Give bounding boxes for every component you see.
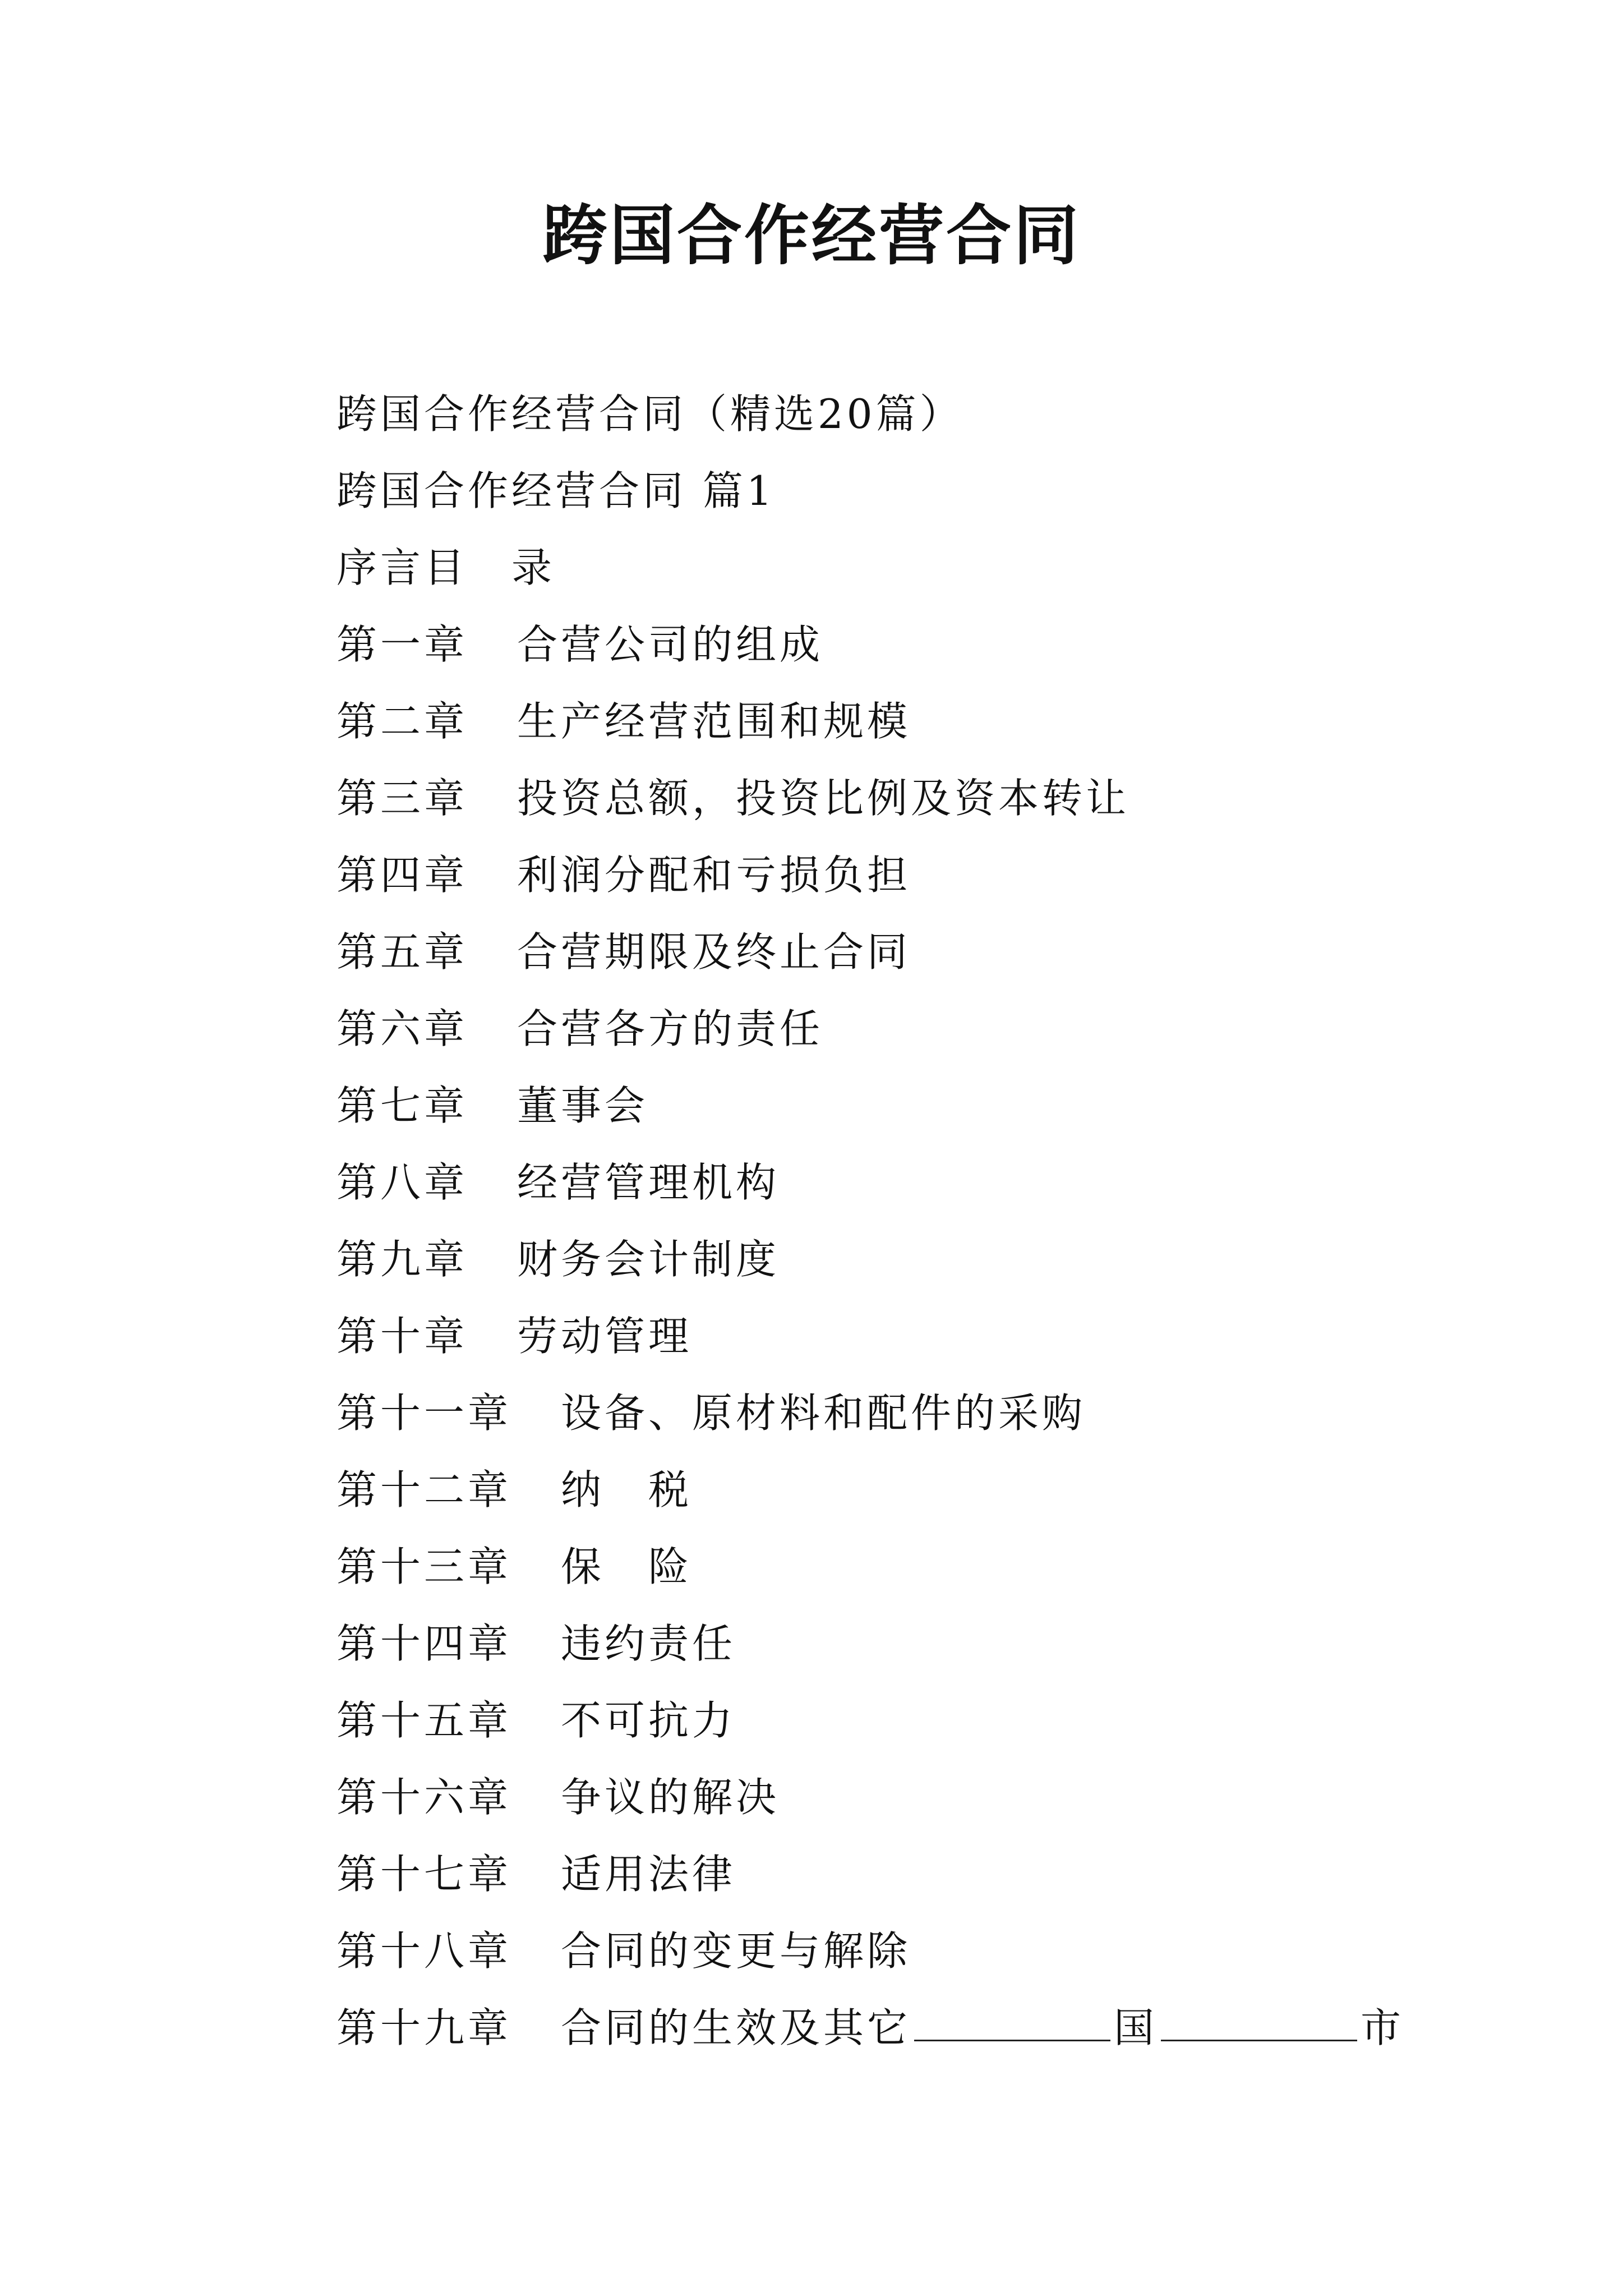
document-title: 跨国合作经营合同: [542, 197, 1081, 274]
chapter-number: 第六章: [336, 1005, 468, 1052]
toc-item: [336, 1221, 1525, 1298]
chapter-name: 合营期限及终止合同: [517, 928, 911, 976]
city-blank-field[interactable]: [1161, 1999, 1357, 2041]
chapter-name: 劳动管理: [517, 1313, 693, 1360]
chapter-name: 利润分配和亏损负担: [517, 852, 911, 899]
chapter-name: 适用法律: [561, 1851, 736, 1898]
preface-contents-heading: 序言目 录: [336, 544, 556, 591]
toc-item: [336, 606, 1525, 683]
chapter-name: 投资总额，投资比例及资本转让: [517, 775, 1130, 822]
chapter-name: 争议的解决: [561, 1774, 780, 1821]
chapter-name: 合营公司的组成: [517, 621, 824, 668]
chapter-number: 第十八章: [336, 1927, 512, 1975]
toc-item: [336, 837, 1525, 914]
toc-item: [336, 1298, 1525, 1375]
chapter-name: 董事会: [517, 1082, 649, 1129]
chapter-number: 第二章: [336, 698, 468, 745]
toc-item: [336, 1375, 1525, 1452]
chapter-name: 不可抗力: [561, 1697, 736, 1744]
toc-item: [336, 683, 1525, 760]
chapter-number: 第十二章: [336, 1466, 512, 1513]
chapter-name: 财务会计制度: [517, 1236, 780, 1283]
chapter-number: 第八章: [336, 1159, 468, 1206]
subtitle-line: 跨国合作经营合同（精选20篇）: [336, 390, 963, 438]
chapter-number: 第十七章: [336, 1851, 512, 1898]
section-heading: 跨国合作经营合同 篇1: [336, 467, 776, 514]
chapter-number: 第三章: [336, 775, 468, 822]
chapter-name: 纳 税: [561, 1466, 693, 1513]
toc-item: [336, 1605, 1525, 1682]
toc-item-last: [336, 1990, 1525, 2067]
chapter-number: 第五章: [336, 928, 468, 976]
chapter-name: 合同的变更与解除: [561, 1927, 911, 1975]
chapter-name: 合营各方的责任: [517, 1005, 824, 1052]
chapter-number: 第四章: [336, 852, 468, 899]
toc-item: [336, 1836, 1525, 1913]
chapter-number: 第十章: [336, 1313, 468, 1360]
chapter-number: 第九章: [336, 1236, 468, 1283]
document-body: [336, 376, 1525, 2067]
chapter-number: 第十六章: [336, 1774, 512, 1821]
toc-item: [336, 1529, 1525, 1605]
chapter-number: 第十四章: [336, 1620, 512, 1667]
chapter-number: 第七章: [336, 1082, 468, 1129]
toc-item: [336, 914, 1525, 991]
chapter-number: 第十一章: [336, 1389, 512, 1437]
chapter-name: 合同的生效及其它: [561, 2004, 911, 2051]
table-of-contents: [336, 606, 1525, 1990]
toc-item: [336, 1144, 1525, 1221]
chapter-name: 违约责任: [561, 1620, 736, 1667]
toc-item: [336, 760, 1525, 837]
toc-item: [336, 1682, 1525, 1759]
chapter-number: 第十九章: [336, 2004, 512, 2051]
toc-item: [336, 1913, 1525, 1990]
chapter-number: 第一章: [336, 621, 468, 668]
chapter-name: 保 险: [561, 1543, 693, 1590]
country-suffix: 国: [1114, 2004, 1158, 2051]
toc-item: [336, 991, 1525, 1068]
toc-item: [336, 1759, 1525, 1836]
chapter-name: 设备、原材料和配件的采购: [561, 1389, 1086, 1437]
chapter-number: 第十五章: [336, 1697, 512, 1744]
chapter-number: 第十三章: [336, 1543, 512, 1590]
toc-item: [336, 1452, 1525, 1529]
chapter-name: 生产经营范围和规模: [517, 698, 911, 745]
country-blank-field[interactable]: [914, 1999, 1110, 2041]
city-suffix: 市: [1361, 2004, 1405, 2051]
chapter-name: 经营管理机构: [517, 1159, 780, 1206]
toc-item: [336, 1068, 1525, 1144]
